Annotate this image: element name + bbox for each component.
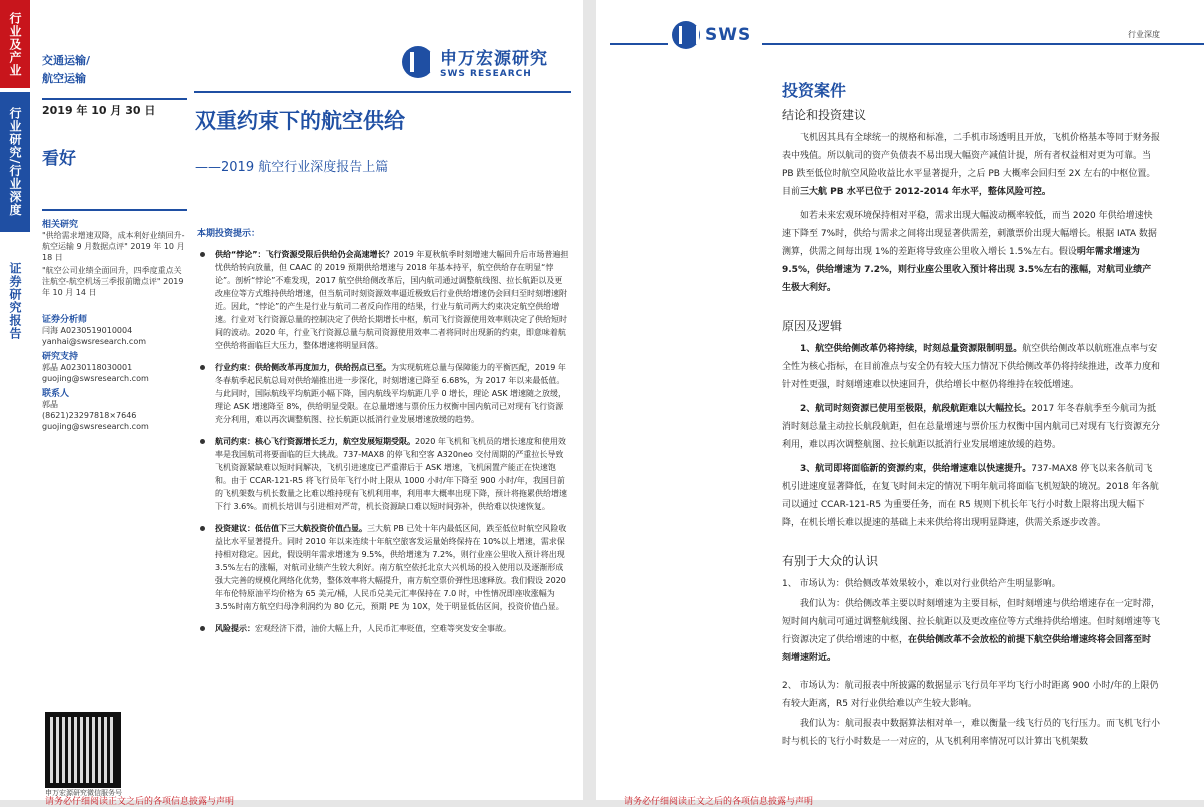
bullet-icon [200,439,205,444]
paragraph: 我们认为：供给侧改革主要以时刻增速为主要目标，但时刻增速与供给增速存在一定时滞，短时间内航司可通过调整航线图、拉长航距以及更改座位等方式维持供给增速。但时刻增速等飞行资源决定了供给增速的中枢，在供给侧改革不会放松的前提下航空供给增速终将会回落至时刻增速附近。 [782,599,1161,663]
bullet-icon [200,526,205,531]
sws-logo [672,21,751,49]
related-item: "航空公司业绩全面回升，四季度重点关注航空-航空机场三季报前瞻点评" 2019 年 10 月 14 日 [42,266,184,297]
qr-caption: 申万宏源研究微信服务号 [45,789,122,797]
key-point: 风险提示：宏观经济下滑，油价大幅上升，人民币汇率贬值，空难等突发安全事故。 [197,622,569,635]
bullet-icon [200,252,205,257]
support-heading: 研究支持 [42,352,79,362]
related-research-heading: 相关研究 [42,220,79,230]
key-point: 行业约束：供给侧改革再度加力，供给拐点已至。为实现航班总量与保障能力的平衡匹配，2019 年冬春航季起民航总局对供给端推出进一步深化，时刻增速已降至 6.68%，为 2017 年以来最低值。与此同时，国际航线平均航距小幅下降，国内航线平均航距几乎 0 增长，理论 ASK 增速随之放缓，理论 ASK 增速降至 8%，供给明显受限。在总量增速与票价压力权衡中国内航司已对现有飞行资源充分利用，难以再次调整航图、拉长航距以抵消行业发展增速放缓的趋势。 [197,361,569,426]
page-header [610,16,1204,56]
section-heading: 结论和投资建议 [782,108,867,122]
key-point: 航司约束：核心飞行资源增长乏力，航空发展短期受限。2020 年飞机和飞机员的增长速度和使用效率是我国航司将要面临的巨大挑战。737-MAX8 的停飞和空客 A320neo 交付周期的严重拉长导致飞机资源紧缺难以短时间解决，飞机引进速度已严重滞后于 ASK 增速，飞机闲置产能正在快速饱和。由于 CCAR-121-R5 将飞行员年飞行小时上限从 1000 小时/年下降至 900 小时/年，我国目前的飞机架数与机长数量之比难以维持现有飞机利用率，利用率大概率出现下降，预计将拖累供给增速下行 3.6%。而机长培训与引进相对严苛，机长资源缺口难以短时间弥补，供给难以快速恢复。 [197,435,569,513]
industry-line-1: 交通运输/ [42,54,91,67]
disclaimer-footer: 请务必仔细阅读正文之后的各项信息披露与声明 [624,797,814,807]
paragraph: 我们认为：航司报表中数据算法相对单一，难以衡量一线飞行员的飞行压力。而飞机飞行小时与机长的飞行小时数是一一对应的，从飞机利用率情况可以计算出飞机架数 [782,719,1161,747]
contact-phone: (8621)23297818×7646 [42,411,137,420]
key-point: 供给“悖论”：飞行资源受限后供给仍会高速增长？2019 年夏秋航季时刻增速大幅回升后市场普遍担忧供给转向放量，但 CAAC 的 2019 预期供给增速与 2018 年基本持平，航空供给存在明显“悖论”。剖析“悖论”不难发现，2017 航空供给侧改革后，国内航司通过调整航线图、拉长航距以及更改座位等方式维持供给增速，但当航司时刻资源效率逼近极致后行业供给增速仍会回归至时刻增速附近。因此，“悖论”的产生是行业与航司二者反向作用的结果，行业与航司两大约束决定航空供给增速。行业对飞行资源总量的控制决定了供给长期增长中枢，航司飞行资源使用效率则决定了供给短时间的波动。2020 年，行业飞行资源总量与航司资源使用效率二者将同时出现新的约束，即意味着航空供给将面临巨大压力，整体增速将明显回落。 [197,248,569,352]
contact-email: guojing@swsresearch.com [42,422,149,431]
logo-cn: 申万宏源研究 [440,49,548,69]
logo-text: SWS [705,25,752,45]
header-rule [610,43,668,45]
section-heading: 有别于大众的认识 [782,554,879,568]
analyst-name: 闫海 A0230519010004 [42,326,133,335]
logo-en: SWS RESEARCH [440,69,532,79]
sws-research-logo [402,44,548,79]
paragraph: 2、航司时刻资源已使用至极限，航段航距难以大幅拉长。2017 年冬春航季至今航司为抵消时刻总量主动拉长航段航距，但在总量增速与票价压力权衡中国内航司已对现有飞行资源充分利用，难以再次调整航图、拉长航距以抵消行业发展增速放缓的趋势。 [782,404,1161,450]
wechat-qr-code [45,712,121,788]
bullet-icon [200,626,205,631]
section-heading: 原因及逻辑 [782,319,843,333]
rating: 看好 [42,144,187,211]
support-name: 郭晶 A0230118030001 [42,363,133,372]
support-email: guojing@swsresearch.com [42,374,149,383]
category-strip [0,0,40,800]
report-meta [42,52,187,432]
header-rule [194,91,571,93]
header-label: 行业深度 [1128,30,1160,39]
paragraph: 飞机因其具有全球统一的规格和标准，二手机市场透明且开放，飞机价格基本等同于财务报表中残值。所以航司的资产负债表不易出现大幅资产减值计提，所有者权益相对更为可靠。当 PB 跌至低位时航空风险收益比水平显著提升，之后 PB 大概率会回归至 2X 左右的中枢位置。目前三大航 PB 水平已位于 2012-2014 年水平，整体风险可控。 [782,133,1161,197]
contact-heading: 联系人 [42,389,70,399]
list-item: 2、 市场认为：航司报表中所披露的数据显示飞行员年平均飞行小时距离 900 小时/年的上限仍有较大距离，R5 对行业供给难以产生较大影响。 [782,681,1159,709]
paragraph: 1、航空供给侧改革仍将持续，时刻总量资源限制明显。航空供给侧改革以航班准点率与安全性为核心指标，在目前准点与安全仍有较大压力情况下供给侧改革仍将持续推进，改革力度和针对性更强，时刻增速难以快速回升，供给增长中枢仍将维持在较低增速。 [782,344,1161,390]
key-point: 投资建议：低估值下三大航投资价值凸显。三大航 PB 已处十年内最低区间，跌至低位时航空风险收益比水平显著提升。同时 2010 年以来连续十年航空旅客发运量始终保持在 10%以上增速，需求保持相对稳定。因此，假设明年需求增速为 9.5%，供给增速为 7.2%，则行业座公里收入预计将出现 3.5%左右的涨幅，对航司业绩产生较大利好。南方航空依托北京大兴机场的投入使用以及逐渐形成强大完善的规模化网络化优势，整体效率将大幅提升，南方航空票价弹性迅速释放。我们假设 2020 年布伦特原油平均价格为 65 美元/桶，人民币兑美元汇率保持在 7.0 时，中性情况即座收涨幅为 3.5%时南方航空归母净利润约为 80 亿元，预期 PE 为 10X，处于明显低估区间，投资价值凸显。 [197,522,569,613]
sws-logo-icon [402,46,434,78]
paragraph: 3、航司即将面临新的资源约束，供给增速难以快速提升。737-MAX8 停飞以来各航司飞机引进速度显著降低，在复飞时间未定的情况下明年航司将面临飞机短缺的境况。2018 年各航司以通过 CCAR-121-R5 为重要任务，而在 R5 规则下机长年飞行小时数上限将出现大幅下降，在机长增长难以提速的基础上未来供给将出现明显降速，供需关系逐步改善。 [782,464,1159,528]
report-date: 2019 年 10 月 30 日 [42,98,187,118]
report-subtitle: ——2019 航空行业深度报告上篇 [195,160,389,175]
page-body [782,106,1160,757]
industry-line-2: 航空运输 [42,72,86,85]
key-points-list [197,248,569,644]
list-item: 1、 市场认为：供给侧改革效果较小，难以对行业供给产生明显影响。 [782,579,1061,589]
bullet-icon [200,365,205,370]
strip-industry: 行业及产业 [0,0,30,88]
section-title: 投资案件 [782,81,847,100]
strip-securities: 证券研究报告 [0,236,30,366]
report-title: 双重约束下的航空供给 [195,109,405,133]
contact-name: 郭晶 [42,400,58,409]
analyst-email: yanhai@swsresearch.com [42,337,147,346]
sws-logo-icon [672,21,700,49]
disclaimer-footer: 请务必仔细阅读正文之后的各项信息披露与声明 [45,797,235,807]
page-1 [0,0,583,807]
analyst-heading: 证券分析师 [42,315,88,325]
header-rule [762,43,1204,45]
paragraph: 如若未来宏观环境保持相对平稳，需求出现大幅波动概率较低，而当 2020 年供给增速快速下降至 7%时，供给与需求之间将出现显著供需差，刺激票价出现大幅增长。根据 IATA 数据测算，供需之间每出现 1%的差距将导致座公里收入增长 1.5%左右。假设明年需求增速为 9.5%，供给增速为 7.2%，则行业座公里收入预计将出现 3.5%左右的涨幅，对航司业绩产生极大利好。 [782,211,1157,293]
strip-report-type: 行业研究/行业深度 [0,92,30,232]
page-2 [596,0,1204,807]
key-points-heading: 本期投资提示： [197,229,261,239]
related-item: "供给需求增速双降，成本利好业绩回升-航空运输 9 月数据点评" 2019 年 10 月 18 日 [42,231,185,262]
